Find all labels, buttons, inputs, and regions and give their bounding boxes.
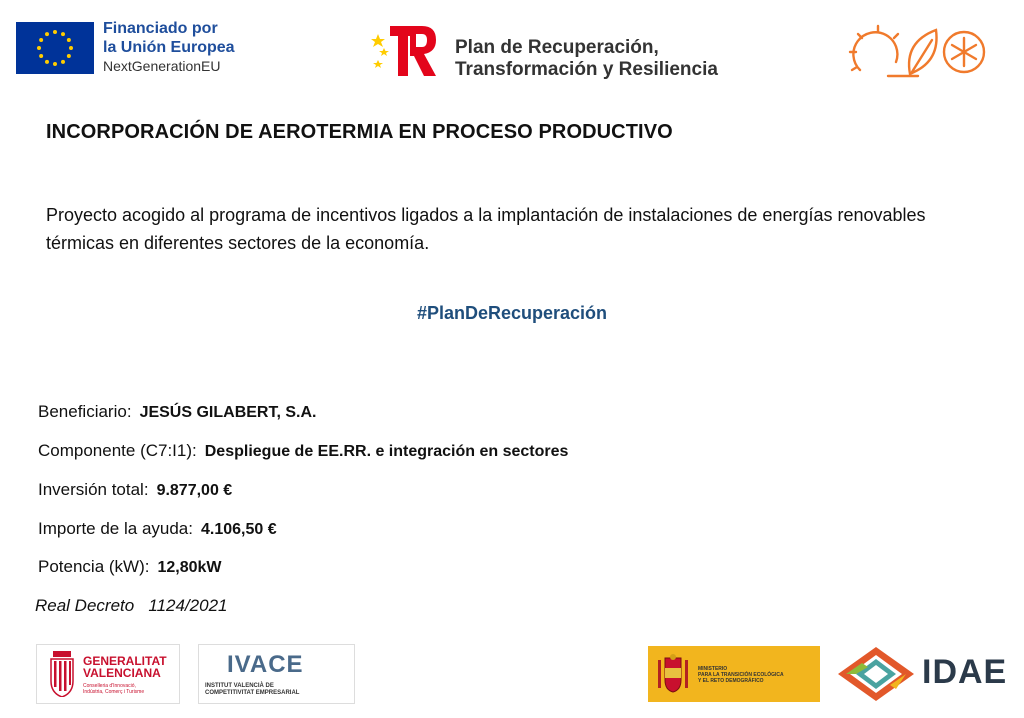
prtr-line-2: Transformación y Resiliencia — [455, 59, 718, 80]
real-decreto: Real Decreto 1124/2021 — [35, 596, 228, 615]
prtr-tr-icon — [370, 20, 440, 80]
field-label: Importe de la ayuda: — [38, 519, 193, 538]
ministerio-text — [698, 666, 784, 684]
page-title: INCORPORACIÓN DE AEROTERMIA EN PROCESO PRODUCTIVO — [46, 121, 673, 143]
eu-line-2: la Unión Europea — [103, 39, 235, 56]
field-value: 12,80kW — [157, 559, 222, 576]
eu-star — [39, 38, 43, 42]
project-description: Proyecto acogido al programa de incentivos ligados a la implantación de instalaciones de energías renovables térmicas en diferentes sectores de la economía. — [46, 205, 926, 253]
ivace-name: IVACE — [227, 651, 304, 678]
eu-stars-icon — [16, 22, 94, 74]
generalitat-line-1: GENERALITAT — [83, 654, 167, 668]
generalitat-shield-icon — [47, 651, 77, 697]
ministerio-line-3: Y EL RETO DEMOGRÁFICO — [698, 678, 764, 684]
ministerio-line-2: PARA LA TRANSICIÓN ECOLÓGICA — [698, 672, 784, 678]
eu-star — [39, 54, 43, 58]
eu-line-1: Financiado por — [103, 20, 218, 37]
eu-star — [53, 30, 57, 34]
eu-star — [45, 32, 49, 36]
field-value: 4.106,50 € — [200, 521, 277, 538]
generalitat-valenciana-logo — [36, 644, 180, 704]
eu-star — [61, 32, 65, 36]
eu-line-3: NextGenerationEU — [103, 58, 221, 74]
sun-leaf-snowflake-icon — [848, 22, 988, 82]
generalitat-sub-2: Indústria, Comerç i Turisme — [83, 689, 145, 695]
field-inversion-total — [38, 480, 232, 500]
prtr-line-1: Plan de Recuperación, — [455, 37, 659, 58]
field-label: Inversión total: — [38, 480, 149, 499]
field-value: Despliegue de EE.RR. e integración en sectores — [204, 443, 569, 460]
ivace-sub-1: INSTITUT VALENCIÀ DE — [205, 683, 274, 689]
ivace-logo — [198, 644, 355, 704]
spain-coat-of-arms-icon — [656, 654, 690, 694]
eu-star — [37, 46, 41, 50]
eu-star — [67, 38, 71, 42]
eu-flag — [16, 22, 94, 74]
idae-diamond-icon — [836, 645, 916, 703]
hashtag: #PlanDeRecuperación — [416, 303, 608, 323]
field-value: JESÚS GILABERT, S.A. — [139, 404, 317, 421]
ivace-subtitle — [205, 683, 299, 697]
ministerio-transicion-ecologica-logo — [648, 646, 820, 702]
field-value: 9.877,00 € — [156, 482, 233, 499]
generalitat-conselleria — [83, 683, 144, 695]
ivace-sub-2: COMPETITIVITAT EMPRESARIAL — [205, 690, 300, 696]
field-importe-ayuda — [38, 519, 277, 539]
field-label: Componente (C7:I1): — [38, 441, 197, 460]
eu-star — [45, 60, 49, 64]
field-componente — [38, 441, 568, 461]
prtr-logo — [370, 20, 440, 80]
field-label: Beneficiario: — [38, 402, 132, 421]
generalitat-sub-1: Conselleria d'Innovació, — [83, 683, 136, 689]
eu-star — [67, 54, 71, 58]
ministerio-line-1: MINISTERIO — [698, 666, 728, 672]
field-label: Potencia (kW): — [38, 557, 150, 576]
eu-star — [69, 46, 73, 50]
eu-star — [61, 60, 65, 64]
field-potencia — [38, 557, 222, 577]
prtr-title — [455, 37, 718, 81]
field-beneficiario — [38, 402, 316, 422]
eu-star — [53, 62, 57, 66]
eu-funding-text — [103, 19, 235, 76]
generalitat-line-2: VALENCIANA — [83, 666, 161, 680]
idae-name: IDAE — [922, 653, 1008, 691]
generalitat-name — [83, 655, 167, 679]
